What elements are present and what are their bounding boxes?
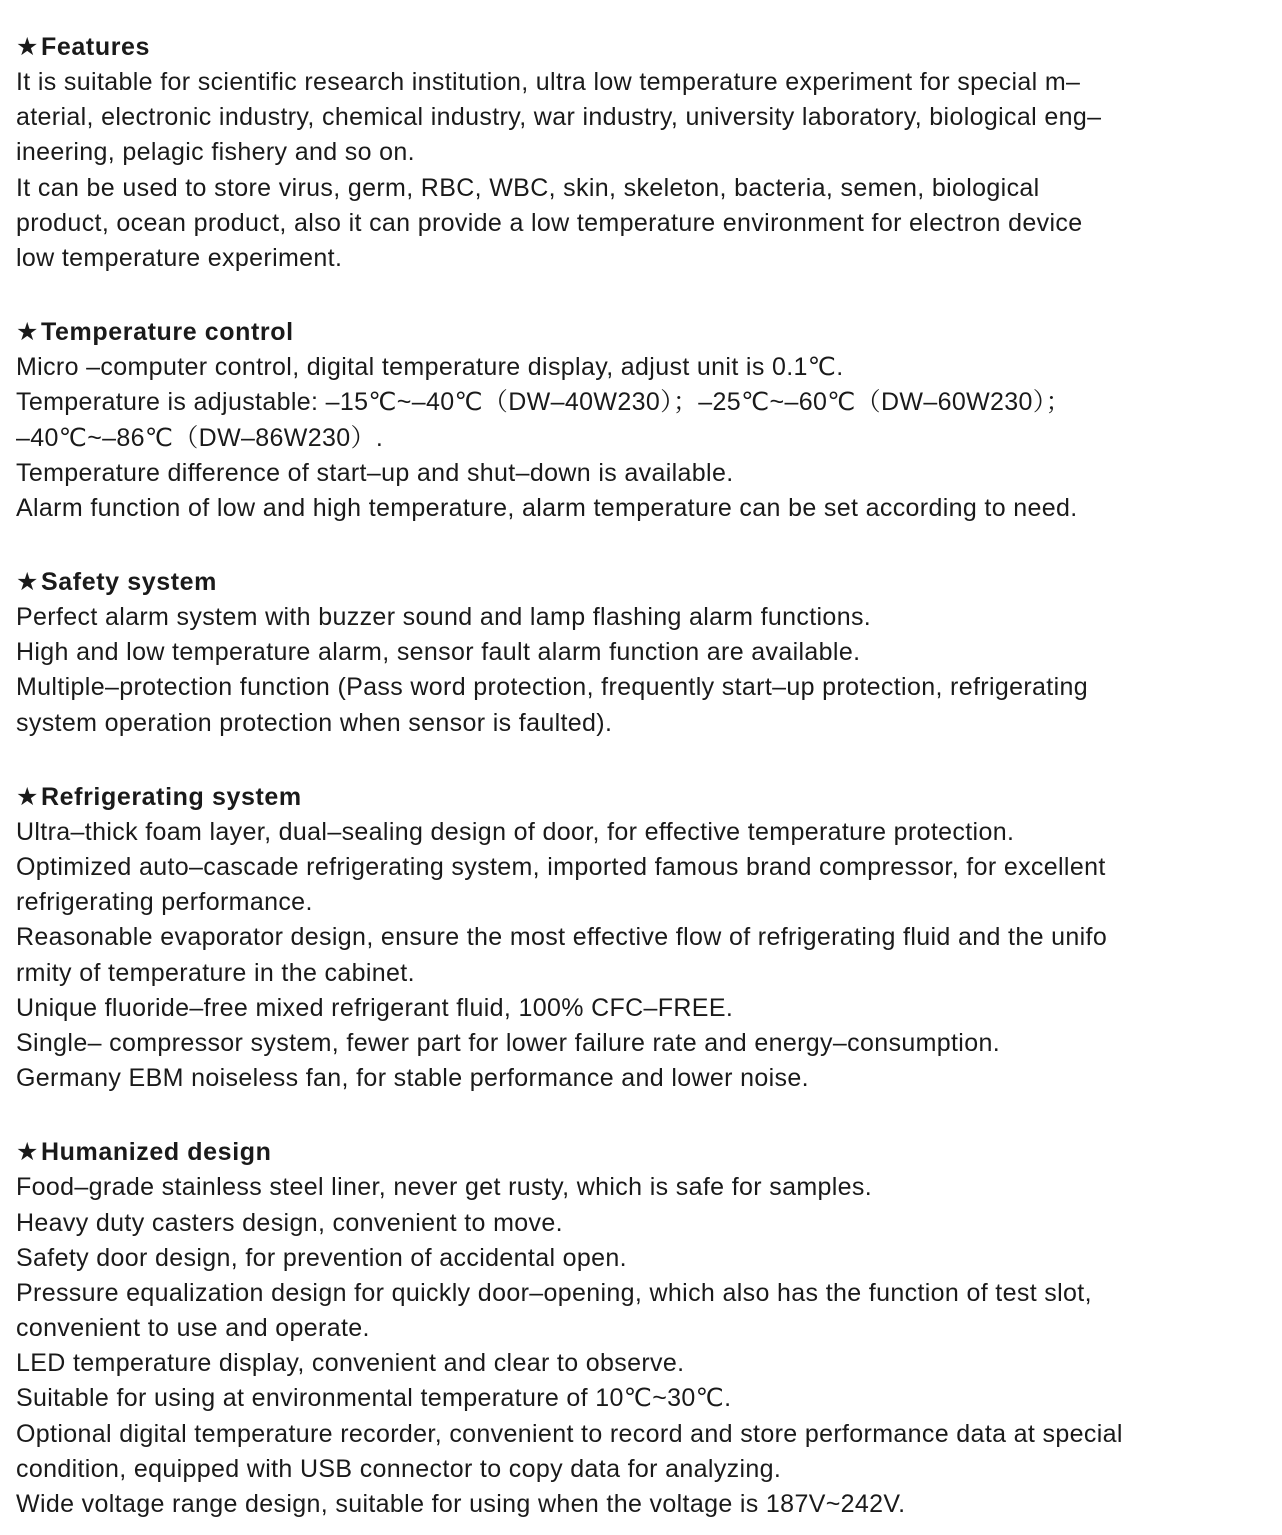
star-icon: ★ [16, 568, 40, 597]
paragraph-line: –40℃~–86℃（DW–86W230）. [16, 423, 384, 452]
paragraph-line: Germany EBM noiseless fan, for stable performance and lower noise. [16, 1064, 809, 1093]
paragraph-line: Ultra–thick foam layer, dual–sealing design of door, for effective temperature protection. [16, 817, 1015, 846]
paragraph-line: Temperature difference of start–up and shut–down is available. [16, 458, 734, 487]
paragraph-line: Optimized auto–cascade refrigerating system, imported famous brand compressor, for excellent [16, 853, 1106, 881]
paragraph-line: Reasonable evaporator design, ensure the most effective flow of refrigerating fluid and the unifo [16, 923, 1108, 952]
paragraph-line: Optional digital temperature recorder, convenient to record and store performance data at special [16, 1419, 1123, 1448]
paragraph-line: LED temperature display, convenient and clear to observe. [16, 1349, 685, 1378]
star-icon: ★ [16, 1138, 40, 1167]
paragraph-line: Alarm function of low and high temperature, alarm temperature can be set according to need. [16, 493, 1078, 522]
paragraph-line: convenient to use and operate. [16, 1314, 370, 1343]
paragraph-line: ineering, pelagic fishery and so on. [16, 138, 415, 167]
section-heading [16, 30, 1266, 65]
section-heading [16, 315, 1266, 350]
paragraph-line: It is suitable for scientific research institution, ultra low temperature experiment for special m– [16, 68, 1081, 96]
paragraph-line: Suitable for using at environmental temperature of 10℃~30℃. [16, 1384, 732, 1413]
section-features [16, 30, 1266, 276]
paragraph-line: Pressure equalization design for quickly door–opening, which also has the function of test slot, [16, 1278, 1092, 1307]
section-title: Features [41, 33, 151, 61]
paragraph-line: Single– compressor system, fewer part for lower failure rate and energy–consumption. [16, 1028, 1001, 1057]
paragraph-line: rmity of temperature in the cabinet. [16, 958, 415, 987]
paragraph-line: refrigerating performance. [16, 888, 313, 917]
paragraph-line: Food–grade stainless steel liner, never get rusty, which is safe for samples. [16, 1173, 873, 1202]
section-refrigerating-system [16, 780, 1266, 1097]
paragraph-line: Wide voltage range design, suitable for using when the voltage is 187V~242V. [16, 1490, 906, 1518]
paragraph-line: product, ocean product, also it can provide a low temperature environment for electron device [16, 208, 1083, 237]
star-icon: ★ [16, 782, 40, 811]
paragraph-line: Unique fluoride–free mixed refrigerant fluid, 100% CFC–FREE. [16, 993, 734, 1022]
section-safety-system [16, 565, 1266, 741]
paragraph-line: Perfect alarm system with buzzer sound and lamp flashing alarm functions. [16, 603, 872, 632]
star-icon: ★ [16, 33, 40, 61]
section-heading [16, 565, 1266, 600]
section-title: Humanized design [41, 1138, 272, 1167]
section-title: Refrigerating system [41, 782, 302, 811]
document-body [16, 30, 1266, 1522]
paragraph-line: system operation protection when sensor is faulted). [16, 708, 613, 737]
paragraph-line: High and low temperature alarm, sensor fault alarm function are available. [16, 638, 861, 667]
section-temperature-control [16, 315, 1266, 526]
section-humanized-design [16, 1135, 1266, 1522]
paragraph-line: Multiple–protection function (Pass word protection, frequently start–up protection, refrigerating [16, 673, 1088, 702]
section-heading [16, 1135, 1266, 1170]
paragraph-line: low temperature experiment. [16, 243, 343, 272]
paragraph-line: condition, equipped with USB connector to copy data for analyzing. [16, 1454, 782, 1483]
paragraph-line: aterial, electronic industry, chemical industry, war industry, university laboratory, biological eng– [16, 103, 1102, 132]
paragraph-line: Temperature is adjustable: –15℃~–40℃（DW–40W230）；–25℃~–60℃（DW–60W230）； [16, 388, 1071, 417]
section-title: Temperature control [41, 318, 294, 347]
paragraph-line: Safety door design, for prevention of accidental open. [16, 1243, 627, 1272]
section-title: Safety system [41, 568, 217, 597]
paragraph-line: Micro –computer control, digital temperature display, adjust unit is 0.1℃. [16, 353, 844, 382]
paragraph-line: Heavy duty casters design, convenient to move. [16, 1208, 563, 1237]
paragraph-line: It can be used to store virus, germ, RBC, WBC, skin, skeleton, bacteria, semen, biological [16, 173, 1040, 202]
star-icon: ★ [16, 318, 40, 347]
section-heading [16, 780, 1266, 815]
